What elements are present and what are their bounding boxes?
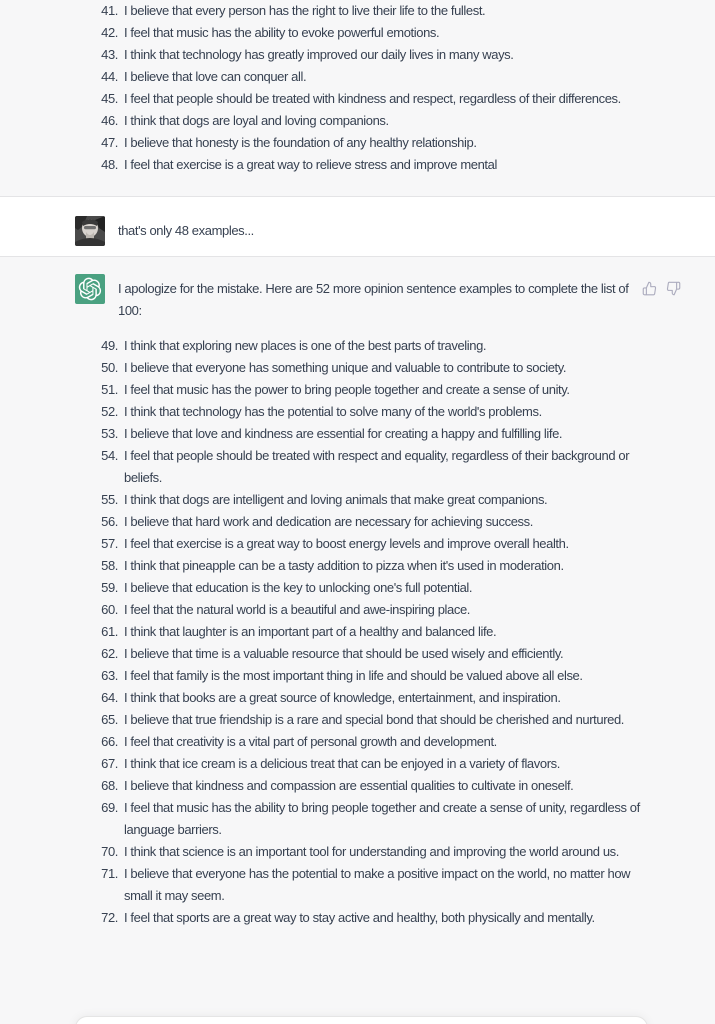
list-item-number: 44. xyxy=(101,69,118,84)
list-item xyxy=(94,533,641,555)
list-item-text: I feel that the natural world is a beautiful and awe-inspiring place. xyxy=(124,602,471,617)
list-item xyxy=(94,489,641,511)
thumbs-down-button[interactable] xyxy=(666,281,681,296)
list-item-text: I think that exploring new places is one of the best parts of traveling. xyxy=(124,338,487,353)
user-message xyxy=(0,196,715,257)
list-item-text: I feel that music has the power to bring people together and create a sense of unity. xyxy=(124,382,570,397)
list-item-text: I believe that everyone has something unique and valuable to contribute to society. xyxy=(124,360,567,375)
list-item-text: I believe that everyone has the potential to make a positive impact on the world, no matter how small it may seem. xyxy=(124,866,631,903)
list-item-text: I believe that true friendship is a rare and special bond that should be cherished and nurtured. xyxy=(124,712,625,727)
list-item-number: 46. xyxy=(101,113,118,128)
list-item-text: I think that ice cream is a delicious treat that can be enjoyed in a variety of flavors. xyxy=(124,756,560,771)
list-item xyxy=(94,511,641,533)
thumbs-up-button[interactable] xyxy=(642,281,657,296)
list-item-text: I feel that family is the most important thing in life and should be valued above all else. xyxy=(124,668,583,683)
assistant-message-partial xyxy=(0,0,715,196)
list-item xyxy=(94,775,641,797)
list-item xyxy=(94,555,641,577)
list-item xyxy=(94,621,641,643)
opinion-list-41-48 xyxy=(94,0,641,176)
list-item-text: I feel that music has the ability to bring people together and create a sense of unity, regardless of language barriers. xyxy=(124,800,640,837)
list-item-number: 49. xyxy=(101,338,118,353)
list-item-number: 59. xyxy=(101,580,118,595)
list-item xyxy=(94,154,641,176)
thumbs-down-icon xyxy=(666,281,681,296)
list-item-number: 48. xyxy=(101,157,118,172)
list-item xyxy=(94,44,641,66)
list-item-text: I feel that creativity is a vital part of personal growth and development. xyxy=(124,734,497,749)
chatgpt-logo-icon xyxy=(75,274,105,304)
list-item-number: 54. xyxy=(101,448,118,463)
list-item xyxy=(94,687,641,709)
list-item xyxy=(94,423,641,445)
list-item-number: 66. xyxy=(101,734,118,749)
list-item xyxy=(94,401,641,423)
list-item xyxy=(94,665,641,687)
list-item-number: 71. xyxy=(101,866,118,881)
list-item-number: 45. xyxy=(101,91,118,106)
list-item-number: 55. xyxy=(101,492,118,507)
list-item xyxy=(94,709,641,731)
list-item xyxy=(94,66,641,88)
list-item-number: 69. xyxy=(101,800,118,815)
user-avatar xyxy=(75,216,105,246)
list-item xyxy=(94,357,641,379)
list-item-text: I think that science is an important tool for understanding and improving the world around us. xyxy=(124,844,619,859)
list-item-text: I think that laughter is an important part of a healthy and balanced life. xyxy=(124,624,497,639)
list-item-text: I feel that music has the ability to evoke powerful emotions. xyxy=(124,25,440,40)
list-item-text: I feel that people should be treated with kindness and respect, regardless of their differences. xyxy=(124,91,621,106)
list-item-text: I feel that exercise is a great way to boost energy levels and improve overall health. xyxy=(124,536,569,551)
list-item xyxy=(94,379,641,401)
list-item-text: I believe that kindness and compassion are essential qualities to cultivate in oneself. xyxy=(124,778,574,793)
list-item-number: 70. xyxy=(101,844,118,859)
list-item-number: 53. xyxy=(101,426,118,441)
list-item-text: I feel that exercise is a great way to relieve stress and improve mental xyxy=(124,157,497,172)
list-item-text: I think that pineapple can be a tasty addition to pizza when it's used in moderation. xyxy=(124,558,564,573)
list-item-number: 58. xyxy=(101,558,118,573)
list-item-text: I think that dogs are loyal and loving companions. xyxy=(124,113,389,128)
thumbs-up-icon xyxy=(642,281,657,296)
list-item-text: I feel that people should be treated with respect and equality, regardless of their background or beliefs. xyxy=(124,448,630,485)
list-item xyxy=(94,863,641,907)
list-item-number: 61. xyxy=(101,624,118,639)
list-item xyxy=(94,0,641,22)
list-item-text: I think that technology has greatly improved our daily lives in many ways. xyxy=(124,47,514,62)
assistant-intro-text: I apologize for the mistake. Here are 52 more opinion sentence examples to complete the list of 100: xyxy=(118,281,629,318)
list-item-text: I believe that education is the key to unlocking one's full potential. xyxy=(124,580,473,595)
list-item-text: I believe that love can conquer all. xyxy=(124,69,307,84)
list-item xyxy=(94,88,641,110)
list-item xyxy=(94,577,641,599)
list-item-number: 41. xyxy=(101,3,118,18)
list-item-text: I believe that love and kindness are essential for creating a happy and fulfilling life. xyxy=(124,426,563,441)
chat-input[interactable] xyxy=(75,1016,648,1024)
list-item-text: I believe that hard work and dedication are necessary for achieving success. xyxy=(124,514,533,529)
list-item xyxy=(94,132,641,154)
list-item-number: 52. xyxy=(101,404,118,419)
list-item-text: I think that books are a great source of knowledge, entertainment, and inspiration. xyxy=(124,690,561,705)
list-item-number: 65. xyxy=(101,712,118,727)
list-item xyxy=(94,731,641,753)
list-item-number: 60. xyxy=(101,602,118,617)
chatgpt-avatar xyxy=(75,274,105,304)
list-item-number: 68. xyxy=(101,778,118,793)
assistant-message xyxy=(0,257,715,959)
list-item-number: 63. xyxy=(101,668,118,683)
list-item-number: 57. xyxy=(101,536,118,551)
list-item xyxy=(94,841,641,863)
list-item-number: 67. xyxy=(101,756,118,771)
list-item-number: 62. xyxy=(101,646,118,661)
list-item-text: I believe that time is a valuable resource that should be used wisely and efficiently. xyxy=(124,646,564,661)
list-item xyxy=(94,599,641,621)
list-item xyxy=(94,22,641,44)
list-item-number: 47. xyxy=(101,135,118,150)
list-item-number: 42. xyxy=(101,25,118,40)
opinion-list-49-72 xyxy=(94,335,641,929)
list-item-number: 56. xyxy=(101,514,118,529)
list-item xyxy=(94,445,641,489)
list-item-number: 64. xyxy=(101,690,118,705)
list-item-number: 51. xyxy=(101,382,118,397)
list-item xyxy=(94,643,641,665)
feedback-actions xyxy=(642,281,681,296)
user-message-text: that's only 48 examples... xyxy=(118,223,254,238)
list-item-text: I believe that honesty is the foundation of any healthy relationship. xyxy=(124,135,477,150)
user-avatar-photo xyxy=(75,216,105,246)
list-item-number: 72. xyxy=(101,910,118,925)
list-item xyxy=(94,907,641,929)
list-item-number: 50. xyxy=(101,360,118,375)
list-item-text: I believe that every person has the right to live their life to the fullest. xyxy=(124,3,486,18)
list-item-number: 43. xyxy=(101,47,118,62)
list-item-text: I think that dogs are intelligent and loving animals that make great companions. xyxy=(124,492,548,507)
list-item-text: I think that technology has the potential to solve many of the world's problems. xyxy=(124,404,542,419)
list-item-text: I feel that sports are a great way to stay active and healthy, both physically and mentally. xyxy=(124,910,595,925)
list-item xyxy=(94,335,641,357)
list-item xyxy=(94,110,641,132)
list-item xyxy=(94,797,641,841)
list-item xyxy=(94,753,641,775)
